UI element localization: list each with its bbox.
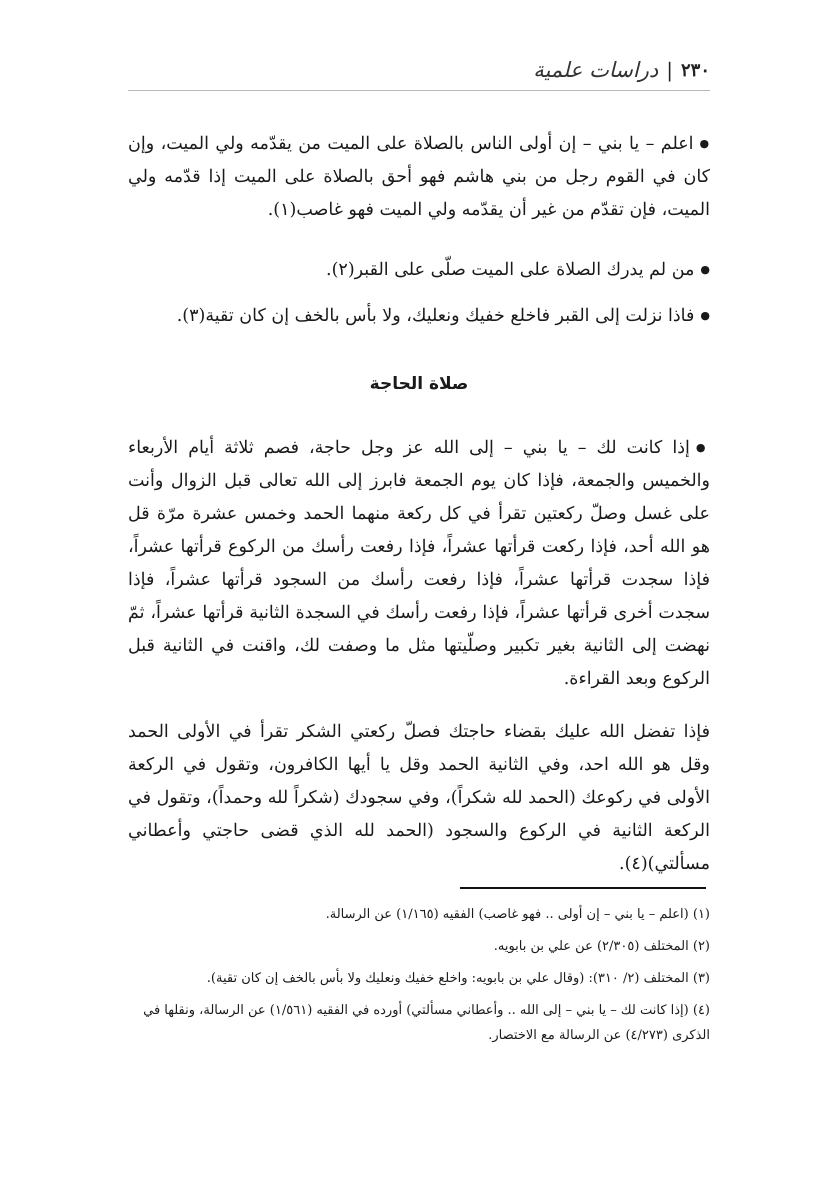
paragraph-need-prayer <box>128 432 710 696</box>
header-separator: | <box>666 58 673 82</box>
paragraph-text: فإذا تفضل الله عليك بقضاء حاجتك فصلّ ركعتي الشكر تقرأ في الأولى الحمد وقل هو الله احد، وفي الثانية الحمد وقل يا أيها الكافرون، وتقول في الركعة الأولى في ركوعك (الحمد لله شكراً)، وفي سجودك (شكراً لله وحمداً)، وتقول في الركعة الثانية في الركوع والسجود (الحمد لله الذي قضى حاجتي وأعطاني مسألتي)(٤). <box>128 722 710 874</box>
footnote-separator <box>460 887 706 889</box>
paragraph-funeral-prayer-precedence <box>128 128 710 227</box>
paragraph-thanks-prayer <box>128 716 710 881</box>
paragraph-text: ● اعلم – يا بني – إن أولى الناس بالصلاة على الميت من يقدّمه ولي الميت، وإن كان في القوم رجل من بني هاشم فهو أحق بالصلاة على الميت إذا قدّمه ولي الميت، فإن تقدّم من غير أن يقدّمه ولي الميت فهو غاصب(١). <box>128 128 710 227</box>
page-header <box>128 50 710 91</box>
paragraph-text: ● إذا كانت لك – يا بني – إلى الله عز وجل حاجة، فصم ثلاثة أيام الأربعاء والخميس والجمعة، فإذا كان يوم الجمعة فابرز إلى الله تعالى قبل الزوال وأنت على غسل وصلّ ركعتين تقرأ في كل ركعة منهما الحمد وخمس عشرة مرّة قل هو الله أحد، فإذا ركعت قرأتها عشراً، فإذا رفعت رأسك من الركوع قرأتها عشراً، فإذا سجدت قرأتها عشراً، فإذا رفعت رأسك من السجود قرأتها عشراً، فإذا سجدت أخرى قرأتها عشراً، فإذا رفعت رأسك في السجدة الثانية قرأتها عشراً، ثمّ نهضت إلى الثانية بغير تكبير وصلّيتها مثل ما وصفت لك، واقنت في الثانية قبل الركوع وبعد القراءة. <box>128 432 710 696</box>
footnote-4: (٤) (إذا كانت لك – يا بني – إلى الله .. وأعطاني مسألتي) أورده في الفقيه (١/٥٦١) عن الرسالة، ونقلها في الذكرى (٤/٢٧٣) عن الرسالة مع الاختصار. <box>143 1003 710 1043</box>
section-title: صلاة الحاجة <box>369 374 469 394</box>
footnote-3: (٣) المختلف (٢/ ٣١٠): (وقال علي بن بابويه: واخلع خفيك ونعليك ولا بأس بالخف إن كان تقية). <box>206 971 710 986</box>
footnote-1: (١) (اعلم – يا بني – إن أولى .. فهو غاصب) الفقيه (١/١٦٥) عن الرسالة. <box>325 907 710 922</box>
paragraph-text: ● من لم يدرك الصلاة على الميت صلّى على القبر(٢). <box>128 254 710 287</box>
journal-logo: دراسات علمية <box>533 58 659 82</box>
page-number: ٢٣٠ <box>680 59 710 81</box>
paragraph-text: ● فاذا نزلت إلى القبر فاخلع خفيك ونعليك، ولا بأس بالخف إن كان تقية(٣). <box>128 300 710 333</box>
paragraph-entering-grave <box>128 300 710 333</box>
footnote-2: (٢) المختلف (٢/٣٠٥) عن علي بن بابويه. <box>493 939 710 954</box>
paragraph-prayer-on-grave <box>128 254 710 287</box>
